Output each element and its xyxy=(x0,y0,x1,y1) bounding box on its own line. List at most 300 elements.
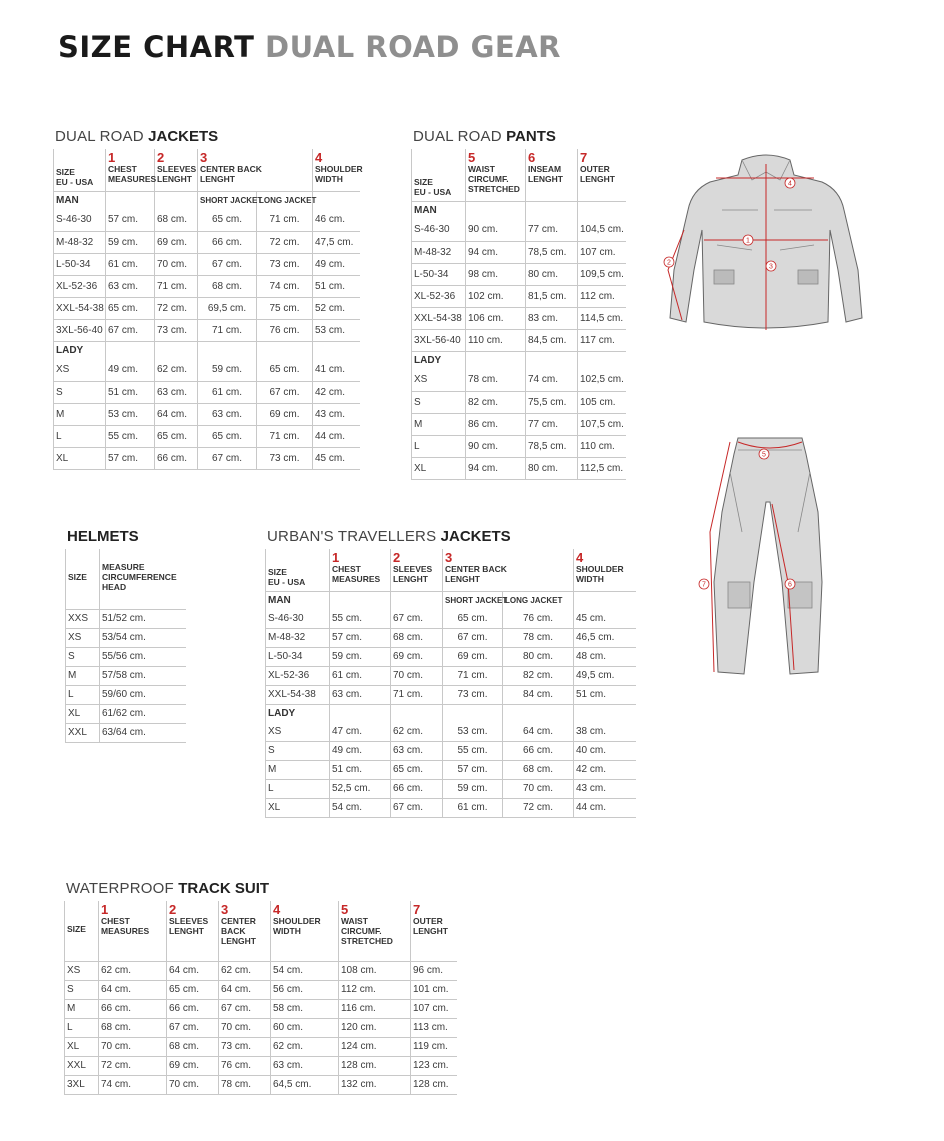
size-cell: L-50-34 xyxy=(266,647,330,666)
value-cell: 62 cm. xyxy=(99,961,167,980)
value-cell: 62 cm. xyxy=(219,961,271,980)
value-cell: 66 cm. xyxy=(391,779,443,798)
value-cell: 57 cm. xyxy=(443,760,503,779)
table-row xyxy=(266,666,636,685)
value-cell: 64 cm. xyxy=(219,980,271,999)
header-cell xyxy=(313,149,363,191)
column-header: HEAD xyxy=(102,581,127,592)
table-row xyxy=(266,628,636,647)
column-header: LENGHT xyxy=(157,174,192,184)
value-cell: 59 cm. xyxy=(443,779,503,798)
size-cell: S xyxy=(54,381,106,403)
header-cell xyxy=(443,549,574,591)
value-cell: 62 cm. xyxy=(155,359,198,381)
column-header: OUTER xyxy=(580,164,610,174)
size-cell: M xyxy=(65,999,99,1018)
table-row xyxy=(66,628,186,647)
value-cell: 60 cm. xyxy=(271,1018,339,1037)
helmets-title: HELMETS xyxy=(67,528,139,545)
header-cell xyxy=(526,149,578,201)
value-cell: 67 cm. xyxy=(106,319,155,341)
column-header: INSEAM xyxy=(528,164,562,174)
value-cell: 72 cm. xyxy=(99,1056,167,1075)
measure-number: 3 xyxy=(200,150,208,165)
value-cell: 46 cm. xyxy=(313,209,360,231)
value-cell: 73 cm. xyxy=(219,1037,271,1056)
header-cell xyxy=(219,901,271,961)
column-header: MEASURES xyxy=(108,174,157,184)
value-cell: 53 cm. xyxy=(443,722,503,741)
value-cell: 56 cm. xyxy=(271,980,339,999)
value-cell: 43 cm. xyxy=(574,779,636,798)
table-row xyxy=(266,760,636,779)
value-cell: 78,5 cm. xyxy=(526,241,578,263)
column-header: LENGHT xyxy=(528,174,563,184)
dual-road-jackets-section xyxy=(53,127,363,470)
size-cell: S-46-30 xyxy=(412,219,466,241)
value-cell: 67 cm. xyxy=(443,628,503,647)
size-cell: M-48-32 xyxy=(54,231,106,253)
value-cell: 90 cm. xyxy=(466,219,526,241)
table-row xyxy=(65,980,457,999)
column-header: LENGHT xyxy=(445,574,480,584)
size-cell: L xyxy=(412,435,466,457)
table-row xyxy=(66,704,186,723)
page-title-main: SIZE CHART xyxy=(58,30,255,64)
measure-number: 2 xyxy=(169,902,177,917)
size-cell: XL xyxy=(266,798,330,817)
column-header: WIDTH xyxy=(315,174,343,184)
size-label: SIZE xyxy=(68,571,87,582)
measure-number: 7 xyxy=(413,902,421,917)
pants-marker-5: 5 xyxy=(762,451,766,459)
group-label: LADY xyxy=(54,341,106,359)
column-header: WIDTH xyxy=(273,926,301,936)
value-cell: 51/52 cm. xyxy=(100,609,186,628)
column-header: WAIST xyxy=(341,916,368,926)
group-spacer xyxy=(155,341,198,359)
header-cell xyxy=(466,149,526,201)
size-label: EU - USA xyxy=(268,576,306,587)
table-row xyxy=(412,263,626,285)
group-spacer xyxy=(503,591,574,609)
size-cell: M-48-32 xyxy=(266,628,330,647)
value-cell: 42 cm. xyxy=(313,381,360,403)
pants-measurement-icon xyxy=(690,432,840,680)
short-jacket-label: SHORT JACKET xyxy=(200,195,263,205)
value-cell: 61 cm. xyxy=(106,253,155,275)
value-cell: 65 cm. xyxy=(391,760,443,779)
value-cell: 51 cm. xyxy=(313,275,360,297)
table-row xyxy=(65,1037,457,1056)
group-label: MAN xyxy=(266,591,330,609)
value-cell: 64 cm. xyxy=(99,980,167,999)
size-cell: L xyxy=(65,1018,99,1037)
group-spacer xyxy=(313,191,360,209)
group-spacer xyxy=(313,341,360,359)
jacket-marker-1: 1 xyxy=(746,237,750,245)
value-cell: 48 cm. xyxy=(574,647,636,666)
value-cell: 65 cm. xyxy=(257,359,313,381)
column-header: MEASURES xyxy=(101,926,150,936)
value-cell: 76 cm. xyxy=(219,1056,271,1075)
column-header: MEASURE xyxy=(102,561,145,572)
value-cell: 78 cm. xyxy=(503,628,574,647)
header-cell xyxy=(198,149,313,191)
column-header: SLEEVES xyxy=(393,564,433,574)
long-jacket-label: LONG JACKET xyxy=(505,595,563,605)
value-cell: 101 cm. xyxy=(411,980,457,999)
value-cell: 40 cm. xyxy=(574,741,636,760)
value-cell: 66 cm. xyxy=(99,999,167,1018)
value-cell: 69 cm. xyxy=(155,231,198,253)
value-cell: 65 cm. xyxy=(198,425,257,447)
header-row xyxy=(54,149,360,191)
value-cell: 59/60 cm. xyxy=(100,685,186,704)
group-spacer xyxy=(503,704,574,722)
size-cell: XXL-54-38 xyxy=(54,297,106,319)
value-cell: 107 cm. xyxy=(578,241,626,263)
value-cell: 51 cm. xyxy=(106,381,155,403)
size-cell: XL xyxy=(66,704,100,723)
value-cell: 54 cm. xyxy=(271,961,339,980)
value-cell: 65 cm. xyxy=(155,425,198,447)
group-spacer xyxy=(391,704,443,722)
header-cell xyxy=(167,901,219,961)
value-cell: 69 cm. xyxy=(391,647,443,666)
value-cell: 68 cm. xyxy=(167,1037,219,1056)
value-cell: 53/54 cm. xyxy=(100,628,186,647)
jacket-marker-4: 4 xyxy=(788,180,792,188)
value-cell: 128 cm. xyxy=(339,1056,411,1075)
size-cell: L-50-34 xyxy=(54,253,106,275)
value-cell: 84 cm. xyxy=(503,685,574,704)
value-cell: 71 cm. xyxy=(155,275,198,297)
size-cell: M xyxy=(266,760,330,779)
value-cell: 44 cm. xyxy=(313,425,360,447)
table-row xyxy=(266,722,636,741)
value-cell: 108 cm. xyxy=(339,961,411,980)
table-row xyxy=(412,285,626,307)
size-cell: L xyxy=(66,685,100,704)
value-cell: 63 cm. xyxy=(271,1056,339,1075)
group-spacer xyxy=(466,351,526,369)
size-label: SIZE xyxy=(268,566,287,577)
value-cell: 68 cm. xyxy=(503,760,574,779)
size-cell: M-48-32 xyxy=(412,241,466,263)
table-row xyxy=(412,457,626,479)
short-jacket-label: SHORT JACKET xyxy=(445,595,508,605)
value-cell: 69 cm. xyxy=(443,647,503,666)
value-cell: 52 cm. xyxy=(313,297,360,319)
header-cell xyxy=(574,549,636,591)
value-cell: 109,5 cm. xyxy=(578,263,626,285)
value-cell: 42 cm. xyxy=(574,760,636,779)
group-row xyxy=(54,191,360,209)
value-cell: 74 cm. xyxy=(99,1075,167,1094)
size-cell: XL xyxy=(54,447,106,469)
size-cell: XS xyxy=(266,722,330,741)
column-header: OUTER xyxy=(413,916,443,926)
column-header: SHOULDER xyxy=(273,916,321,926)
size-cell: XXL-54-38 xyxy=(412,307,466,329)
value-cell: 61 cm. xyxy=(443,798,503,817)
value-cell: 77 cm. xyxy=(526,219,578,241)
value-cell: 132 cm. xyxy=(339,1075,411,1094)
table-row xyxy=(65,999,457,1018)
group-spacer xyxy=(106,191,155,209)
value-cell: 43 cm. xyxy=(313,403,360,425)
value-cell: 112 cm. xyxy=(339,980,411,999)
value-cell: 63 cm. xyxy=(198,403,257,425)
value-cell: 67 cm. xyxy=(391,609,443,628)
value-cell: 78,5 cm. xyxy=(526,435,578,457)
column-header: CHEST xyxy=(101,916,130,926)
group-spacer xyxy=(574,704,636,722)
table-row xyxy=(266,779,636,798)
value-cell: 70 cm. xyxy=(219,1018,271,1037)
column-header: CIRCUMF. xyxy=(468,174,509,184)
value-cell: 71 cm. xyxy=(198,319,257,341)
track-suit-table xyxy=(64,901,457,1095)
value-cell: 55 cm. xyxy=(106,425,155,447)
size-cell: L xyxy=(266,779,330,798)
value-cell: 120 cm. xyxy=(339,1018,411,1037)
value-cell: 119 cm. xyxy=(411,1037,457,1056)
table-row xyxy=(266,798,636,817)
measure-number: 2 xyxy=(393,550,401,565)
table-row xyxy=(54,425,360,447)
header-row xyxy=(266,549,636,591)
size-cell: S xyxy=(412,391,466,413)
column-header: SHOULDER xyxy=(315,164,363,174)
size-cell: XXL-54-38 xyxy=(266,685,330,704)
value-cell: 70 cm. xyxy=(99,1037,167,1056)
value-cell: 73 cm. xyxy=(155,319,198,341)
column-header: LENGHT xyxy=(200,174,235,184)
header-row xyxy=(412,149,626,201)
jacket-marker-2: 2 xyxy=(667,259,671,267)
measure-number: 3 xyxy=(445,550,453,565)
value-cell: 65 cm. xyxy=(106,297,155,319)
value-cell: 57 cm. xyxy=(330,628,391,647)
dual-road-jackets-title: DUAL ROAD JACKETS xyxy=(55,128,219,145)
table-row xyxy=(54,253,360,275)
column-header: LENGHT xyxy=(393,574,428,584)
value-cell: 71 cm. xyxy=(257,209,313,231)
table-row xyxy=(412,329,626,351)
value-cell: 63 cm. xyxy=(155,381,198,403)
value-cell: 96 cm. xyxy=(411,961,457,980)
value-cell: 78 cm. xyxy=(466,369,526,391)
value-cell: 71 cm. xyxy=(391,685,443,704)
table-row xyxy=(412,219,626,241)
value-cell: 47 cm. xyxy=(330,722,391,741)
size-cell: S xyxy=(65,980,99,999)
value-cell: 74 cm. xyxy=(257,275,313,297)
value-cell: 69,5 cm. xyxy=(198,297,257,319)
column-header: SHOULDER xyxy=(576,564,624,574)
table-row xyxy=(65,1056,457,1075)
value-cell: 128 cm. xyxy=(411,1075,457,1094)
value-cell: 68 cm. xyxy=(198,275,257,297)
column-header: SLEEVES xyxy=(157,164,197,174)
value-cell: 102 cm. xyxy=(466,285,526,307)
group-label: LADY xyxy=(266,704,330,722)
value-cell: 63 cm. xyxy=(391,741,443,760)
value-cell: 61 cm. xyxy=(330,666,391,685)
value-cell: 57 cm. xyxy=(106,447,155,469)
column-header: CIRCUMF. xyxy=(341,926,382,936)
value-cell: 47,5 cm. xyxy=(313,231,360,253)
size-cell: XXL xyxy=(65,1056,99,1075)
column-header: LENGHT xyxy=(169,926,204,936)
column-header: LENGHT xyxy=(221,936,256,946)
value-cell: 68 cm. xyxy=(99,1018,167,1037)
value-cell: 80 cm. xyxy=(503,647,574,666)
value-cell: 67 cm. xyxy=(257,381,313,403)
value-cell: 64 cm. xyxy=(503,722,574,741)
size-label: EU - USA xyxy=(56,176,94,187)
size-label: SIZE xyxy=(67,923,86,934)
size-cell: M xyxy=(412,413,466,435)
value-cell: 105 cm. xyxy=(578,391,626,413)
group-spacer xyxy=(391,591,443,609)
value-cell: 67 cm. xyxy=(198,253,257,275)
column-header: CENTER xyxy=(221,916,256,926)
value-cell: 94 cm. xyxy=(466,457,526,479)
value-cell: 67 cm. xyxy=(219,999,271,1018)
size-cell: S-46-30 xyxy=(54,209,106,231)
value-cell: 65 cm. xyxy=(443,609,503,628)
group-spacer xyxy=(198,341,257,359)
value-cell: 57 cm. xyxy=(106,209,155,231)
value-cell: 49 cm. xyxy=(106,359,155,381)
group-spacer xyxy=(443,704,503,722)
size-cell: XL xyxy=(65,1037,99,1056)
header-cell xyxy=(271,901,339,961)
column-header: WAIST xyxy=(468,164,495,174)
value-cell: 62 cm. xyxy=(391,722,443,741)
value-cell: 55/56 cm. xyxy=(100,647,186,666)
value-cell: 106 cm. xyxy=(466,307,526,329)
value-cell: 72 cm. xyxy=(503,798,574,817)
value-cell: 54 cm. xyxy=(330,798,391,817)
measure-number: 5 xyxy=(468,150,476,165)
value-cell: 82 cm. xyxy=(503,666,574,685)
dual-road-pants-title: DUAL ROAD PANTS xyxy=(413,128,556,145)
value-cell: 90 cm. xyxy=(466,435,526,457)
value-cell: 66 cm. xyxy=(167,999,219,1018)
value-cell: 44 cm. xyxy=(574,798,636,817)
value-cell: 80 cm. xyxy=(526,457,578,479)
value-cell: 57/58 cm. xyxy=(100,666,186,685)
dual-road-pants-table xyxy=(411,149,626,480)
measure-number: 1 xyxy=(101,902,109,917)
value-cell: 53 cm. xyxy=(106,403,155,425)
urban-travellers-jackets-title: URBAN'S TRAVELLERS JACKETS xyxy=(267,528,511,545)
header-cell xyxy=(411,901,457,961)
value-cell: 66 cm. xyxy=(198,231,257,253)
long-jacket-label: LONG JACKET xyxy=(259,195,317,205)
size-cell: 3XL xyxy=(65,1075,99,1094)
value-cell: 70 cm. xyxy=(167,1075,219,1094)
value-cell: 61/62 cm. xyxy=(100,704,186,723)
size-label: EU - USA xyxy=(414,186,452,197)
measure-number: 6 xyxy=(528,150,536,165)
value-cell: 70 cm. xyxy=(503,779,574,798)
value-cell: 112 cm. xyxy=(578,285,626,307)
value-cell: 98 cm. xyxy=(466,263,526,285)
group-row xyxy=(412,201,626,219)
value-cell: 78 cm. xyxy=(219,1075,271,1094)
value-cell: 81,5 cm. xyxy=(526,285,578,307)
value-cell: 75 cm. xyxy=(257,297,313,319)
value-cell: 73 cm. xyxy=(257,447,313,469)
value-cell: 84,5 cm. xyxy=(526,329,578,351)
size-cell: M xyxy=(54,403,106,425)
size-header xyxy=(412,149,466,201)
value-cell: 65 cm. xyxy=(198,209,257,231)
track-suit-title: WATERPROOF TRACK SUIT xyxy=(66,880,270,897)
table-row xyxy=(65,1018,457,1037)
table-row xyxy=(54,209,360,231)
value-cell: 107 cm. xyxy=(411,999,457,1018)
column-header: CHEST xyxy=(108,164,137,174)
header-row xyxy=(65,901,457,961)
group-label: LADY xyxy=(412,351,466,369)
value-cell: 110 cm. xyxy=(466,329,526,351)
value-cell: 51 cm. xyxy=(330,760,391,779)
value-cell: 73 cm. xyxy=(257,253,313,275)
pants-marker-7: 7 xyxy=(702,581,706,589)
size-cell: S xyxy=(266,741,330,760)
header-row xyxy=(66,549,186,609)
value-cell: 52,5 cm. xyxy=(330,779,391,798)
size-label: SIZE xyxy=(56,166,75,177)
value-cell: 66 cm. xyxy=(155,447,198,469)
header-cell xyxy=(99,901,167,961)
size-cell: XL-52-36 xyxy=(266,666,330,685)
value-cell: 63/64 cm. xyxy=(100,723,186,742)
group-spacer xyxy=(330,704,391,722)
group-spacer xyxy=(574,591,636,609)
value-cell: 66 cm. xyxy=(503,741,574,760)
value-cell: 64,5 cm. xyxy=(271,1075,339,1094)
value-cell: 72 cm. xyxy=(257,231,313,253)
size-cell: XXL xyxy=(66,723,100,742)
table-row xyxy=(65,1075,457,1094)
size-header xyxy=(65,901,99,961)
table-row xyxy=(266,647,636,666)
size-cell: L-50-34 xyxy=(412,263,466,285)
value-cell: 64 cm. xyxy=(155,403,198,425)
size-header xyxy=(266,549,330,591)
value-cell: 69 cm. xyxy=(257,403,313,425)
helmets-table xyxy=(65,549,186,743)
header-cell xyxy=(330,549,391,591)
group-spacer xyxy=(578,351,626,369)
header-cell xyxy=(578,149,626,201)
value-cell: 104,5 cm. xyxy=(578,219,626,241)
size-cell: XL-52-36 xyxy=(54,275,106,297)
value-cell: 114,5 cm. xyxy=(578,307,626,329)
group-spacer xyxy=(330,591,391,609)
value-cell: 62 cm. xyxy=(271,1037,339,1056)
column-header: LENGHT xyxy=(580,174,615,184)
value-cell: 41 cm. xyxy=(313,359,360,381)
value-cell: 59 cm. xyxy=(330,647,391,666)
